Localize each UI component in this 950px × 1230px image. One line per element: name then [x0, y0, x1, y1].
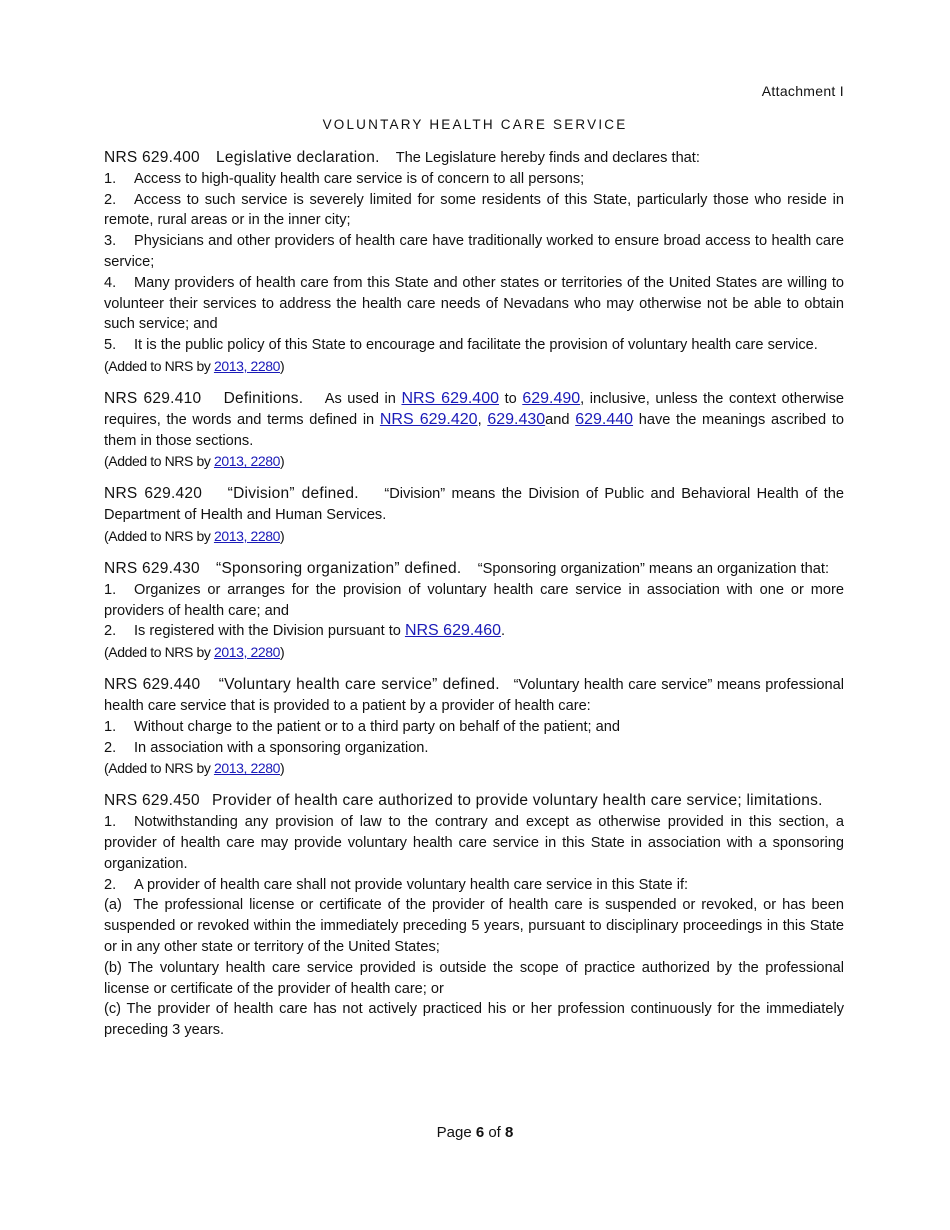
sub-item: (b) The voluntary health care service provided is outside the scope of practice authorized by the professional license or certificate of the provider of health care; or: [104, 959, 844, 997]
added-note: (Added to NRS by 2013, 2280): [104, 644, 285, 661]
page-number: 6: [475, 1124, 485, 1141]
section-629-410: [104, 389, 844, 471]
list-item: 1. Without charge to the patient or to a third party on behalf of the patient; and: [104, 718, 620, 735]
list-item: 2. Is registered with the Division pursuant to NRS 629.460.: [104, 622, 506, 640]
text: , inclusive, unless the context otherwise requires, the words and terms defined in: [104, 390, 845, 428]
text: As used in: [324, 390, 402, 407]
list-item: 2. Access to such service is severely limited for some residents of this State, particularly those who reside in remote, rural areas or in the inner city;: [104, 191, 844, 229]
list-item: 1. Access to high-quality health care service is of concern to all persons;: [104, 170, 585, 187]
page-of: of: [484, 1124, 506, 1141]
page-footer: [0, 1124, 950, 1141]
link-nrs-629-460[interactable]: NRS 629.460: [404, 622, 501, 640]
section-code: NRS 629.420: [104, 485, 203, 503]
added-link[interactable]: 2013, 2280: [213, 453, 281, 470]
list-item: 2. In association with a sponsoring organization.: [104, 739, 429, 756]
link-629-490[interactable]: 629.490: [522, 389, 581, 407]
page-total: 8: [505, 1124, 514, 1141]
section-heading: “Sponsoring organization” defined.: [216, 559, 462, 577]
sub-item: (c) The provider of health care has not actively practiced his or her profession continuously for the immediately preceding 3 years.: [104, 1001, 845, 1039]
link-629-430[interactable]: 629.430: [487, 410, 546, 428]
link-nrs-629-420[interactable]: NRS 629.420: [379, 410, 478, 428]
section-text: “Voluntary health care service” means professional health care service that is provided to a patient by a provider of health care:: [104, 677, 844, 714]
list-item: 5. It is the public policy of this State to encourage and facilitate the provision of voluntary health care service.: [104, 337, 818, 354]
section-intro: The Legislature hereby finds and declares that:: [395, 150, 700, 166]
document-title: VOLUNTARY HEALTH CARE SERVICE: [322, 117, 628, 132]
attachment-label: Attachment I: [761, 83, 844, 99]
list-item: 4. Many providers of health care from this State and other states or territories of the United States are willing to volunteer their services to address the health care needs of Nevadans who may otherwise not be able to obtain such service; and: [104, 274, 844, 333]
document-body: [104, 148, 844, 1054]
list-item: 1. Notwithstanding any provision of law to the contrary and except as otherwise provided in this section, a provider of health care may provide voluntary health care service in this State in association with a sponsoring organization.: [104, 814, 844, 872]
added-link[interactable]: 2013, 2280: [213, 644, 281, 661]
section-code: NRS 629.450: [104, 792, 200, 810]
added-link[interactable]: 2013, 2280: [213, 357, 281, 374]
section-code: NRS 629.410: [104, 389, 202, 407]
section-heading: Legislative declaration.: [216, 149, 380, 166]
section-code: NRS 629.400: [104, 149, 200, 166]
text: to: [499, 390, 523, 407]
list-item: 1. Organizes or arranges for the provision of voluntary health care service in association with one or more providers of health care; and: [104, 581, 844, 619]
link-629-440[interactable]: 629.440: [575, 410, 634, 428]
section-629-400: [104, 148, 844, 376]
section-heading: “Division” defined.: [227, 485, 359, 503]
added-note: (Added to NRS by 2013, 2280): [104, 527, 285, 544]
section-629-440: [104, 675, 844, 778]
added-note: (Added to NRS by 2013, 2280): [104, 760, 285, 777]
added-link[interactable]: 2013, 2280: [213, 527, 281, 544]
added-note: (Added to NRS by 2013, 2280): [104, 357, 285, 374]
text: have the meanings ascribed to them in those sections.: [104, 411, 845, 449]
page-label: Page: [436, 1124, 476, 1141]
list-item: 2. A provider of health care shall not provide voluntary health care service in this State if:: [104, 876, 689, 893]
link-nrs-629-400[interactable]: NRS 629.400: [401, 389, 500, 407]
sub-item: (a) The professional license or certificate of the provider of health care is suspended or revoked, or has been suspended or revoked within the immediately preceding 5 years, pursuant to disciplinary proceedings in this State or in any other state or territory of the United States;: [104, 897, 844, 955]
text: and: [545, 411, 576, 428]
section-text: “Sponsoring organization” means an organization that:: [477, 560, 829, 577]
section-629-420: [104, 484, 844, 546]
section-heading: “Voluntary health care service” defined.: [218, 676, 500, 694]
section-code: NRS 629.440: [104, 676, 201, 694]
section-code: NRS 629.430: [104, 559, 200, 577]
section-heading: Definitions.: [223, 389, 304, 407]
added-note: (Added to NRS by 2013, 2280): [104, 453, 285, 470]
text: ,: [477, 411, 488, 428]
added-link[interactable]: 2013, 2280: [213, 760, 281, 777]
section-text: “Division” means the Division of Public and Behavioral Health of the Department of Health and Human Services.: [104, 486, 845, 524]
list-item: 3. Physicians and other providers of health care have traditionally worked to ensure broad access to health care service;: [104, 233, 844, 270]
section-629-450: [104, 791, 844, 1041]
section-heading: Provider of health care authorized to provide voluntary health care service; limitations.: [211, 792, 823, 810]
section-629-430: [104, 559, 844, 662]
